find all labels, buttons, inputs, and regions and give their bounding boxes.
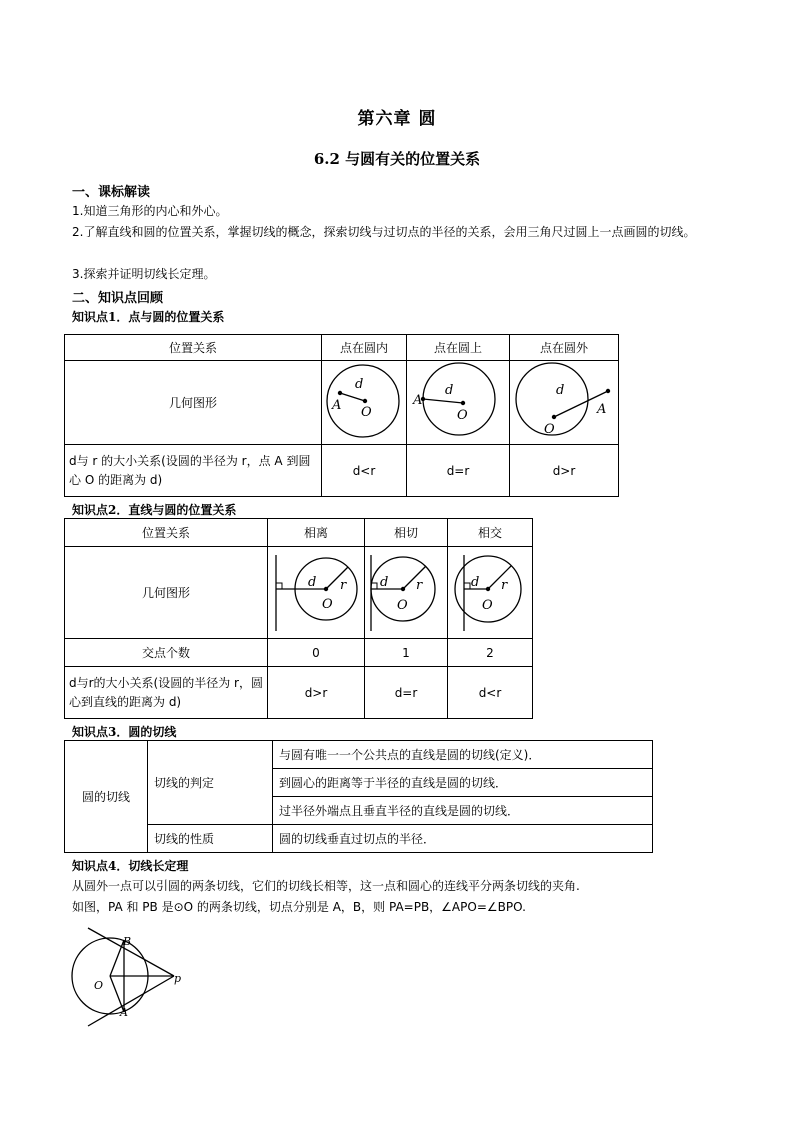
kp2-header-cell: 位置关系 [65,519,268,547]
kp1-figure-inside [322,361,407,445]
kp1-figure-label: 几何图形 [65,361,322,445]
kp2-relation-cell: d<r [448,667,533,719]
tangent-length-figure [66,924,196,1030]
kp2-heading: 知识点2．直线与圆的位置关系 [72,503,237,517]
kp1-figure-outside [510,361,619,445]
label-d: d [355,377,364,392]
kp3-property-label: 切线的性质 [148,825,273,853]
line-separate-figure [268,547,364,635]
kp1-heading: 知识点1．点与圆的位置关系 [72,310,225,324]
part1-item-1: 1.知道三角形的内心和外心。 [72,204,228,218]
kp2-figure-separate [268,547,365,639]
label-d: d [445,383,454,398]
kp2-header-cell: 相离 [268,519,365,547]
line-intersect-figure [448,547,532,635]
point-on-circle-figure [407,361,509,441]
label-o: O [322,597,333,612]
label-o: O [397,598,408,613]
kp2-header-cell: 相切 [365,519,448,547]
label-d: d [556,383,565,398]
kp1-table [64,334,619,497]
kp3-judge-label: 切线的判定 [148,741,273,825]
kp1-relation-cell: d>r [510,445,619,497]
kp1-relation-cell: d<r [322,445,407,497]
kp2-count-cell: 0 [268,639,365,667]
kp2-relation-label: d与r的大小关系(设圆的半径为 r，圆心到直线的距离为 d) [65,667,268,719]
section-title: 6.2 与圆有关的位置关系 [313,150,481,168]
label-o: O [482,598,493,613]
kp2-header-cell: 相交 [448,519,533,547]
kp4-heading: 知识点4．切线长定理 [72,859,189,873]
label-o: O [544,422,555,437]
kp4-text-1: 从圆外一点可以引圆的两条切线，它们的切线长相等，这一点和圆心的连线平分两条切线的夹角. [72,879,580,893]
part2-heading: 二、知识点回顾 [72,291,164,306]
kp1-header-cell: 位置关系 [65,335,322,361]
label-d: d [471,575,480,590]
label-o: O [94,979,104,992]
kp1-relation-label: d与 r 的大小关系(设圆的半径为 r，点 A 到圆心 O 的距离为 d) [65,445,322,497]
part1-heading: 一、课标解读 [72,185,151,200]
label-b: B [123,935,132,948]
point-outside-circle-figure [510,361,618,441]
label-p: p [174,972,182,985]
label-d: d [380,575,389,590]
kp1-header-cell: 点在圆内 [322,335,407,361]
label-r: r [501,578,508,593]
kp1-relation-cell: d=r [407,445,510,497]
kp2-count-cell: 1 [365,639,448,667]
part1-item-3: 3.探索并证明切线长定理。 [72,267,216,281]
label-a: A [332,398,342,413]
point-inside-circle-figure [322,361,406,441]
kp2-count-label: 交点个数 [65,639,268,667]
kp2-table [64,518,533,719]
label-o: O [361,405,372,420]
kp3-heading: 知识点3．圆的切线 [72,725,177,739]
label-o: O [457,408,468,423]
kp2-figure-tangent [365,547,448,639]
kp3-property-text: 圆的切线垂直过切点的半径． [273,825,653,853]
label-r: r [340,578,347,593]
kp3-table [64,740,653,853]
line-tangent-figure [365,547,447,635]
kp2-count-cell: 2 [448,639,533,667]
kp1-header-cell: 点在圆上 [407,335,510,361]
kp2-figure-intersect [448,547,533,639]
kp1-header-cell: 点在圆外 [510,335,619,361]
kp3-judge-item: 过半径外端点且垂直半径的直线是圆的切线． [273,797,653,825]
kp3-judge-item: 与圆有唯一一个公共点的直线是圆的切线(定义)． [273,741,653,769]
label-a: A [413,393,423,408]
label-d: d [308,575,317,590]
chapter-title: 第六章 圆 [357,109,437,129]
kp2-relation-cell: d=r [365,667,448,719]
kp2-figure-label: 几何图形 [65,547,268,639]
kp1-figure-on [407,361,510,445]
label-a: A [120,1006,128,1019]
kp3-topic: 圆的切线 [65,741,148,853]
kp3-judge-item: 到圆心的距离等于半径的直线是圆的切线． [273,769,653,797]
kp2-relation-cell: d>r [268,667,365,719]
label-r: r [416,578,423,593]
label-a: A [597,402,607,417]
part1-item-2: 2.了解直线和圆的位置关系，掌握切线的概念，探索切线与过切点的半径的关系，会用三角尺过圆上一点画圆的切线。 [72,225,696,239]
kp4-text-2: 如图，PA 和 PB 是⊙O 的两条切线，切点分别是 A，B，则 PA=PB，∠APO=∠BPO. [72,900,526,914]
